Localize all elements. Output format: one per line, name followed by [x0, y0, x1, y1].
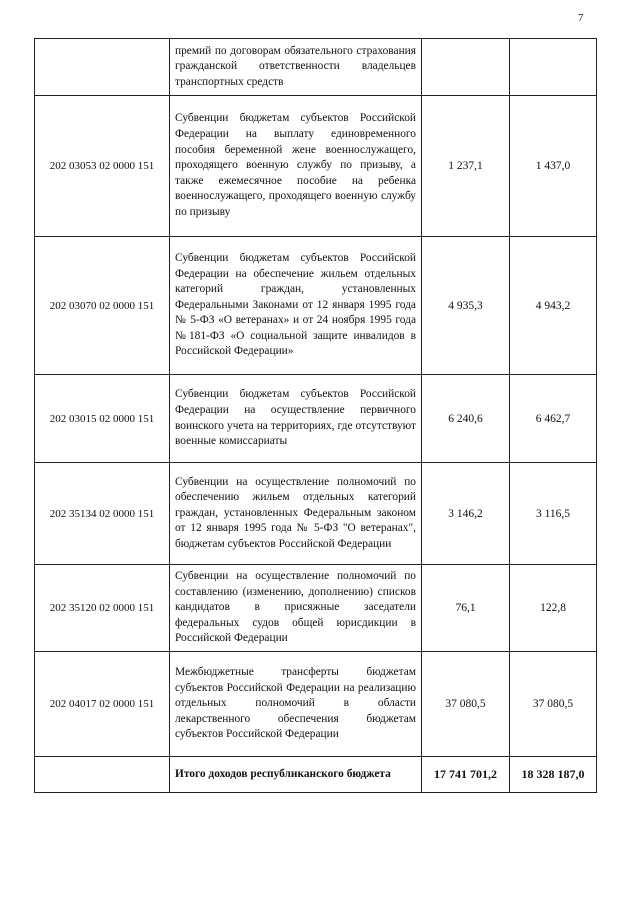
- row-code: 202 35120 02 0000 151: [35, 565, 170, 652]
- row-value-2: 37 080,5: [510, 652, 597, 757]
- table-row: [35, 463, 597, 565]
- row-code: 202 04017 02 0000 151: [35, 652, 170, 757]
- row-value-2: 6 462,7: [510, 375, 597, 463]
- row-code: 202 03015 02 0000 151: [35, 375, 170, 463]
- budget-table: [34, 38, 597, 793]
- row-value-1: 76,1: [422, 565, 510, 652]
- total-value-1: 17 741 701,2: [422, 757, 510, 793]
- row-description: Субвенции бюджетам субъектов Российской Федерации на выплату единовременного пособия беременной жене военнослужащего, проходящего военную службу по призыву, а также ежемесячное пособие на ребенка военнослужащего, проходящего военную службу по призыву: [170, 96, 422, 237]
- row-code: 202 03070 02 0000 151: [35, 237, 170, 375]
- row-value-2: 3 116,5: [510, 463, 597, 565]
- table-row: [35, 39, 597, 96]
- table-row: [35, 375, 597, 463]
- row-code: 202 35134 02 0000 151: [35, 463, 170, 565]
- row-value-1: 1 237,1: [422, 96, 510, 237]
- row-description: Межбюджетные трансферты бюджетам субъектов Российской Федерации на реализацию отдельных полномочий в области лекарственного обеспечения бюджетам субъектов Российской Федерации: [170, 652, 422, 757]
- row-value-1: 4 935,3: [422, 237, 510, 375]
- row-description: премий по договорам обязательного страхования гражданской ответственности владельцев транспортных средств: [170, 39, 422, 96]
- total-row: [35, 757, 597, 793]
- table-row: [35, 565, 597, 652]
- table-row: [35, 96, 597, 237]
- row-value-1: 6 240,6: [422, 375, 510, 463]
- row-value-2: [510, 39, 597, 96]
- row-value-1: 37 080,5: [422, 652, 510, 757]
- table-row: [35, 652, 597, 757]
- row-value-2: 4 943,2: [510, 237, 597, 375]
- total-code-cell: [35, 757, 170, 793]
- row-description: Субвенции бюджетам субъектов Российской Федерации на осуществление первичного воинского учета на территориях, где отсутствуют военные комиссариаты: [170, 375, 422, 463]
- row-description: Субвенции на осуществление полномочий по составлению (изменению, дополнению) списков кандидатов в присяжные заседатели федеральных судов общей юрисдикции в Российской Федерации: [170, 565, 422, 652]
- row-code: 202 03053 02 0000 151: [35, 96, 170, 237]
- page-number: 7: [578, 12, 584, 24]
- row-value-2: 1 437,0: [510, 96, 597, 237]
- row-description: Субвенции бюджетам субъектов Российской Федерации на обеспечение жильем отдельных категорий граждан, установленных Федеральными Законами от 12 января 1995 года № 5-ФЗ «О ветеранах» и от 24 ноября 1995 года №181-ФЗ «О социальной защите инвалидов в Российской Федерации»: [170, 237, 422, 375]
- table-row: [35, 237, 597, 375]
- row-value-2: 122,8: [510, 565, 597, 652]
- row-value-1: [422, 39, 510, 96]
- total-label: Итого доходов республиканского бюджета: [170, 757, 422, 793]
- row-description: Субвенции на осуществление полномочий по обеспечению жильем отдельных категорий граждан, установленных Федеральным законом от 12 января 1995 года № 5-ФЗ "О ветеранах", бюджетам субъектов Российской Федерации: [170, 463, 422, 565]
- total-value-2: 18 328 187,0: [510, 757, 597, 793]
- row-code: [35, 39, 170, 96]
- row-value-1: 3 146,2: [422, 463, 510, 565]
